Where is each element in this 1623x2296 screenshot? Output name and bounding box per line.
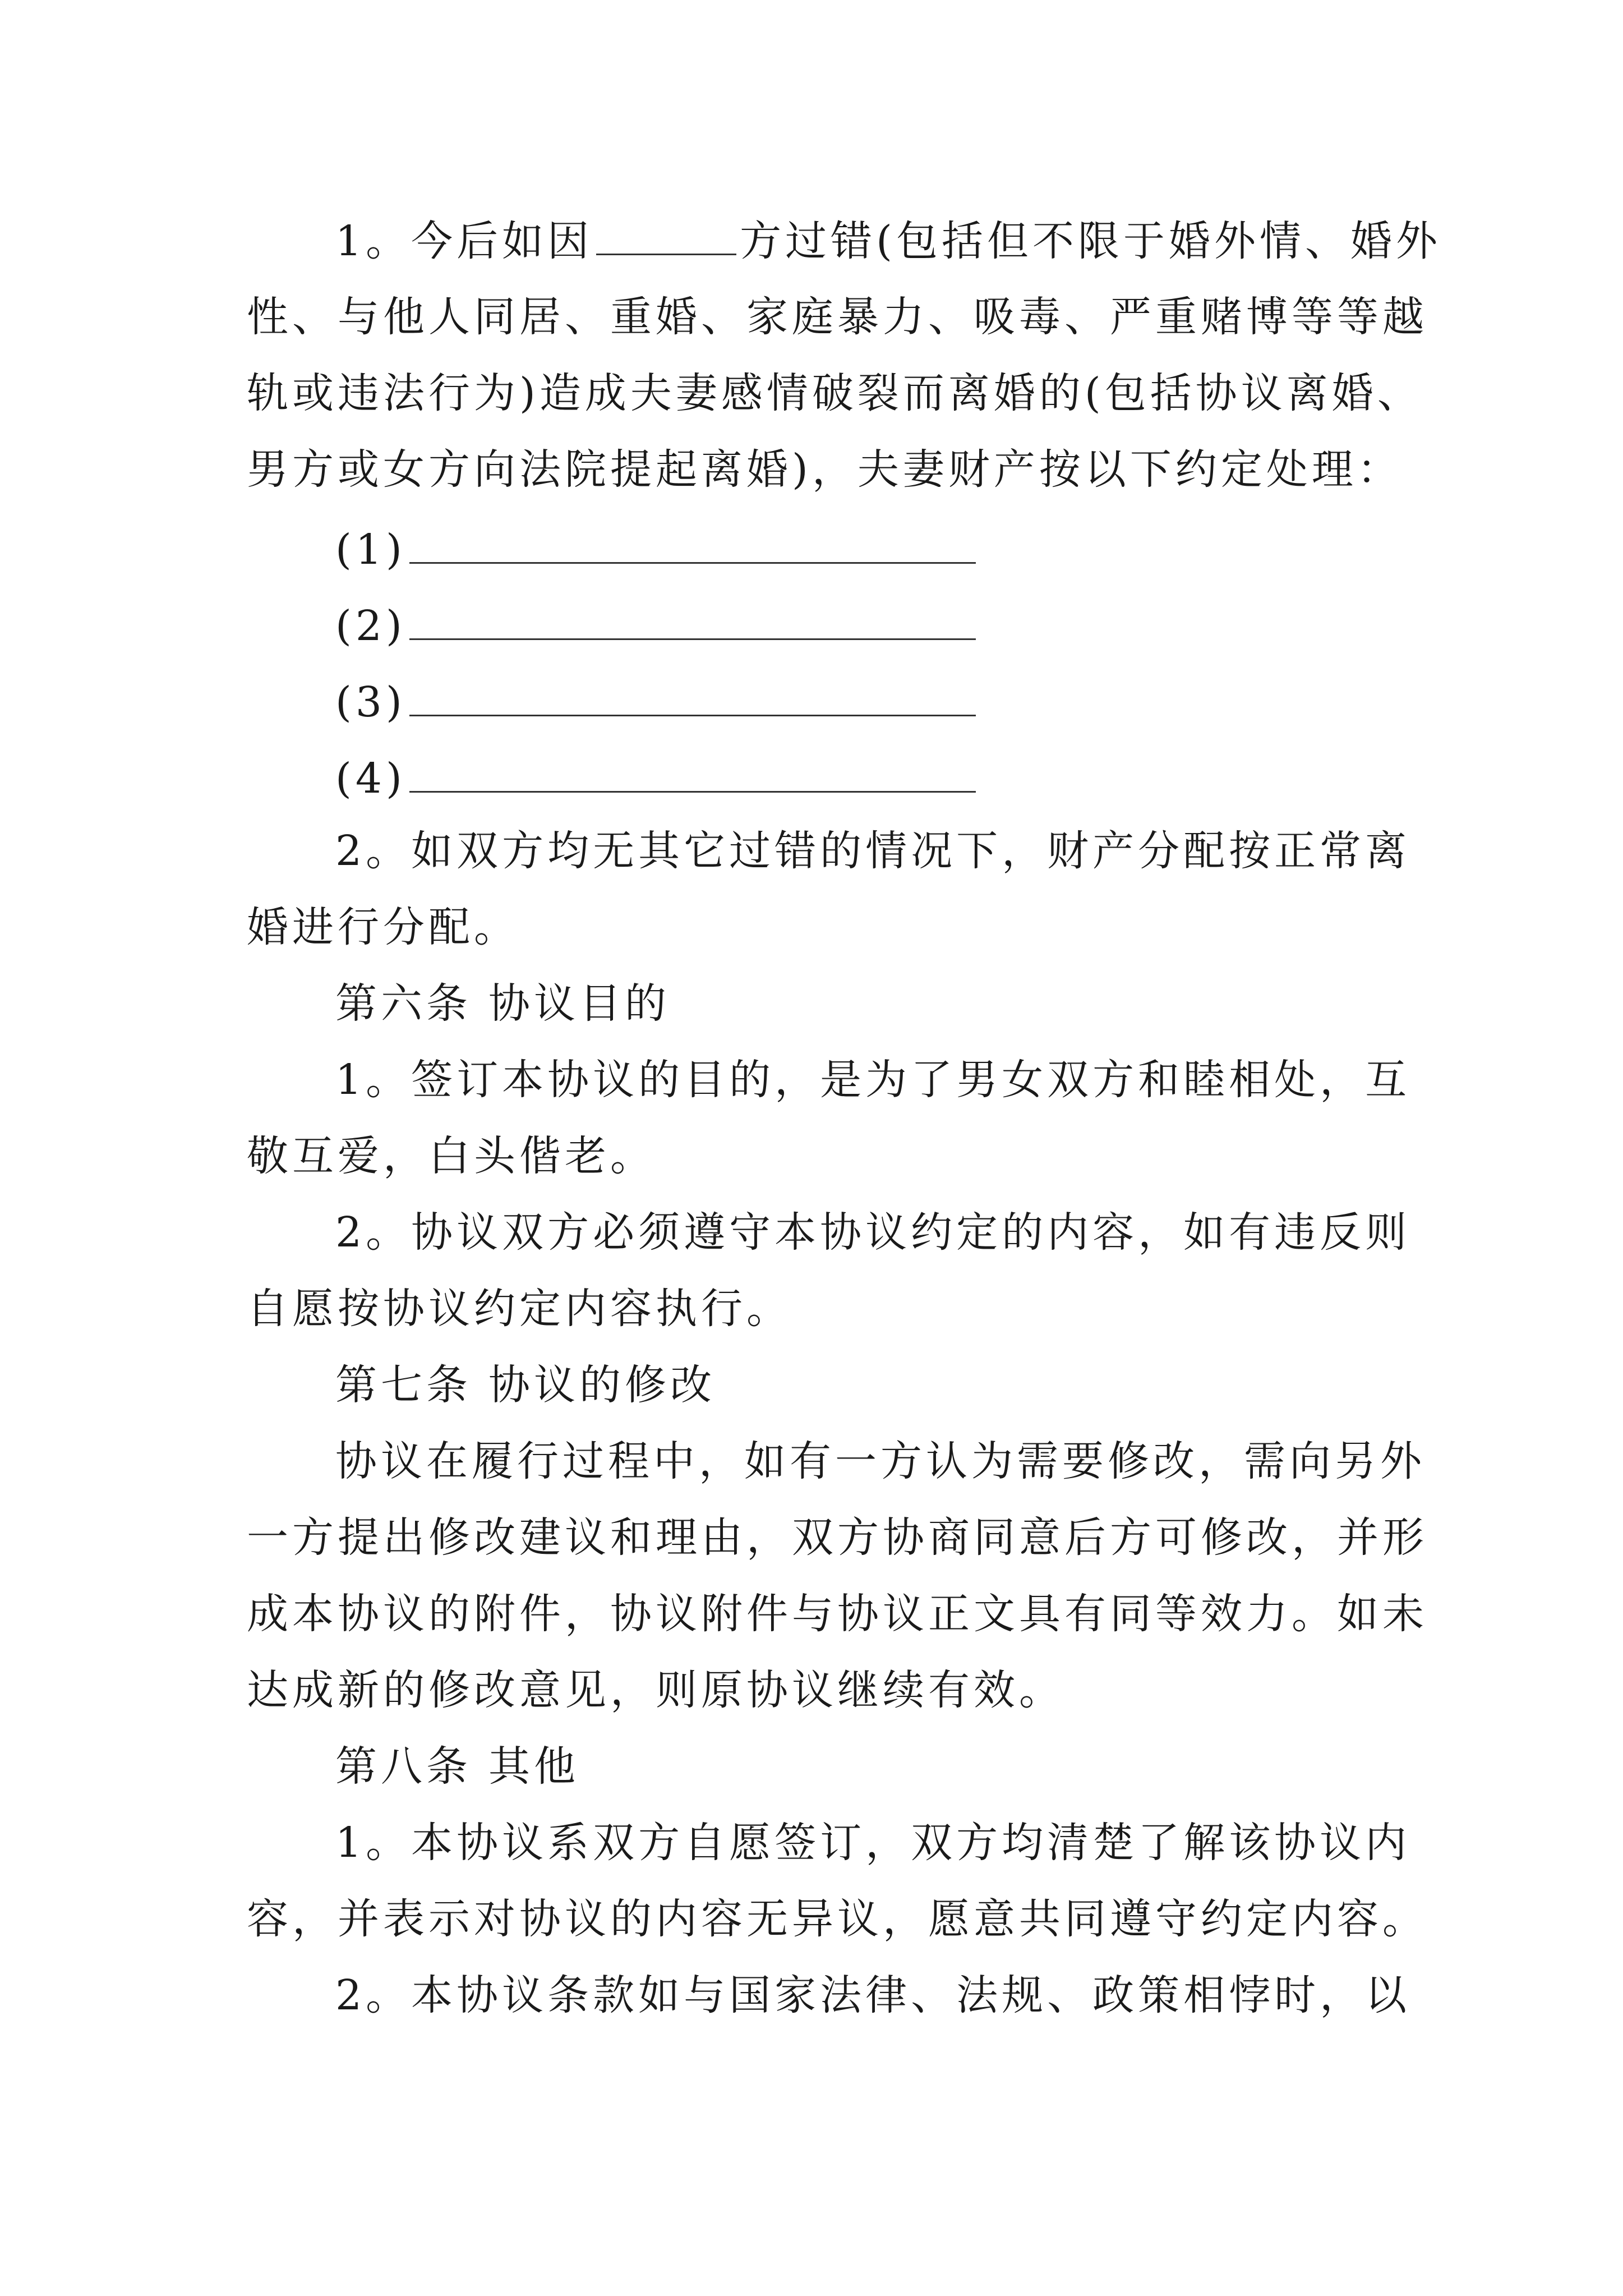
paragraph-line: 婚进行分配。 — [247, 903, 519, 951]
blank-item-label: (3) — [335, 678, 406, 726]
paragraph-line: 达成新的修改意见，则原协议继续有效。 — [247, 1666, 1064, 1714]
paragraph-line: 1。本协议系双方自愿签订，双方均清楚了解该协议内 — [335, 1819, 1411, 1867]
article-number: 第八条 — [335, 1742, 472, 1791]
blank-item-4 — [335, 754, 976, 803]
paragraph-line: 一方提出修改建议和理由，双方协商同意后方可修改，并形 — [247, 1513, 1428, 1562]
paragraph-line: 成本协议的附件，协议附件与协议正文具有同等效力。如未 — [247, 1590, 1428, 1638]
paragraph-line: 协议在履行过程中，如有一方认为需要修改，需向另外 — [335, 1437, 1426, 1485]
paragraph-line: 男方或女方向法院提起离婚)，夫妻财产按以下约定处理： — [247, 445, 1403, 494]
paragraph-line: 1。签订本协议的目的，是为了男女双方和睦相处，互 — [335, 1056, 1411, 1104]
text-segment: 方过错(包括但不限于婚外情、婚外 — [740, 217, 1441, 265]
article-heading — [335, 1742, 579, 1791]
paragraph-line: 敬互爱，白头偕老。 — [247, 1132, 656, 1180]
fill-line[interactable] — [409, 601, 976, 640]
paragraph-line: 2。如双方均无其它过错的情况下，财产分配按正常离 — [335, 827, 1411, 875]
paragraph-line: 轨或违法行为)造成夫妻感情破裂而离婚的(包括协议离婚、 — [247, 369, 1423, 417]
fill-in-blank[interactable] — [596, 220, 736, 255]
paragraph-line: 性、与他人同居、重婚、家庭暴力、吸毒、严重赌博等等越 — [247, 293, 1428, 341]
article-title: 协议的修改 — [488, 1361, 716, 1409]
fill-line[interactable] — [409, 678, 976, 716]
fill-line[interactable] — [409, 525, 976, 564]
article-title: 协议目的 — [488, 979, 670, 1028]
blank-item-1 — [335, 525, 976, 574]
article-title: 其他 — [488, 1742, 579, 1791]
article-number: 第七条 — [335, 1361, 472, 1409]
blank-item-3 — [335, 678, 976, 726]
article-heading — [335, 979, 670, 1028]
blank-item-label: (2) — [335, 602, 406, 650]
article-heading — [335, 1361, 716, 1409]
blank-item-label: (1) — [335, 526, 406, 574]
blank-item-2 — [335, 601, 976, 650]
paragraph-line: 2。协议双方必须遵守本协议约定的内容，如有违反则 — [335, 1208, 1411, 1257]
blank-item-label: (4) — [335, 754, 406, 803]
fill-line[interactable] — [409, 754, 976, 793]
paragraph-line — [335, 217, 1441, 265]
text-segment: 1。今后如因 — [335, 217, 593, 265]
paragraph-line: 2。本协议条款如与国家法律、法规、政策相悖时，以 — [335, 1971, 1411, 2019]
paragraph-line: 自愿按协议约定内容执行。 — [247, 1285, 792, 1333]
paragraph-line: 容，并表示对协议的内容无异议，愿意共同遵守约定内容。 — [247, 1895, 1428, 1943]
article-number: 第六条 — [335, 979, 472, 1028]
